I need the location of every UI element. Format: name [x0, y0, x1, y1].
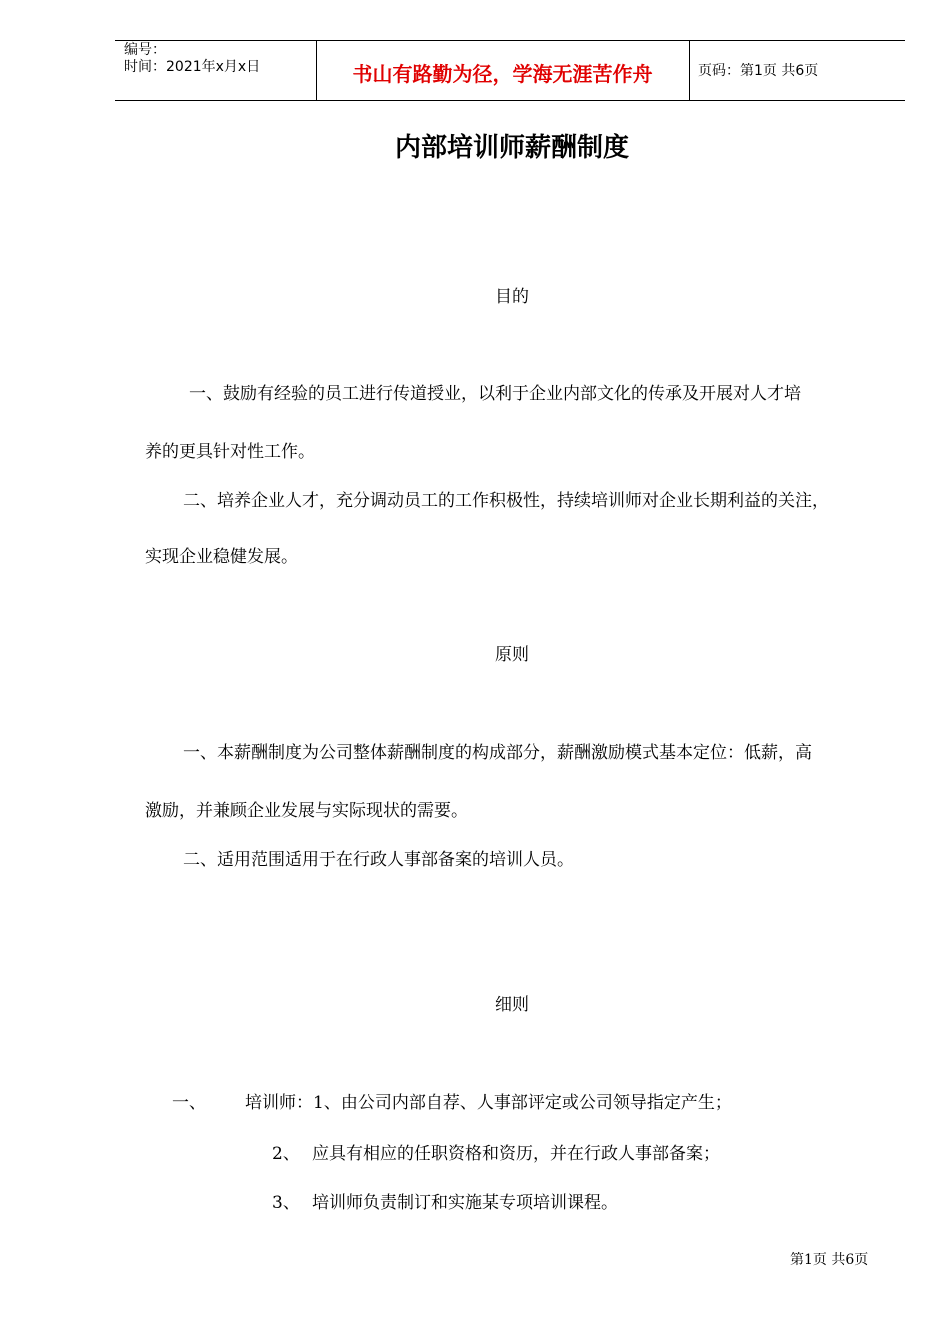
section-heading-purpose: 目的 — [495, 287, 529, 307]
details-item-2-number: 2、 — [272, 1144, 300, 1164]
principle-paragraph-1-line-1: 一、本薪酬制度为公司整体薪酬制度的构成部分，薪酬激励模式基本定位：低薪，高 — [183, 743, 812, 763]
purpose-paragraph-2-line-1: 二、培养企业人才，充分调动员工的工作积极性，持续培训师对企业长期利益的关注， — [183, 491, 829, 511]
details-item-1-text: 培训师：1、由公司内部自荐、人事部评定或公司领导指定产生； — [245, 1093, 732, 1113]
header-motto: 书山有路勤为径，学海无涯苦作舟 — [352, 62, 653, 86]
header-bottom-rule — [115, 100, 905, 101]
principle-paragraph-1-line-2: 激励，并兼顾企业发展与实际现状的需要。 — [145, 801, 468, 821]
header-meta — [124, 42, 260, 76]
document-title: 内部培训师薪酬制度 — [394, 133, 629, 163]
details-item-3-number: 3、 — [272, 1193, 300, 1213]
date-line: 时间：2021年x月x日 — [124, 59, 261, 75]
serial-label: 编号： — [124, 42, 166, 58]
purpose-paragraph-1-line-2: 养的更具针对性工作。 — [145, 442, 315, 462]
purpose-paragraph-2-line-2: 实现企业稳健发展。 — [145, 547, 298, 567]
details-item-3-text: 培训师负责制订和实施某专项培训课程。 — [312, 1193, 618, 1213]
details-item-2-text: 应具有相应的任职资格和资历，并在行政人事部备案； — [312, 1144, 720, 1164]
header-divider-right — [689, 40, 690, 100]
details-item-1-number: 一、 — [172, 1093, 206, 1113]
header-page-info: 页码：第1页 共6页 — [698, 63, 819, 79]
section-heading-principle: 原则 — [495, 645, 529, 665]
section-heading-details: 细则 — [495, 995, 529, 1015]
purpose-paragraph-1-line-1: 一、鼓励有经验的员工进行传道授业，以利于企业内部文化的传承及开展对人才培 — [189, 384, 801, 404]
footer-page-number: 第1页 共6页 — [790, 1252, 869, 1268]
principle-paragraph-2: 二、适用范围适用于在行政人事部备案的培训人员。 — [183, 850, 574, 870]
header-top-rule — [115, 40, 905, 41]
